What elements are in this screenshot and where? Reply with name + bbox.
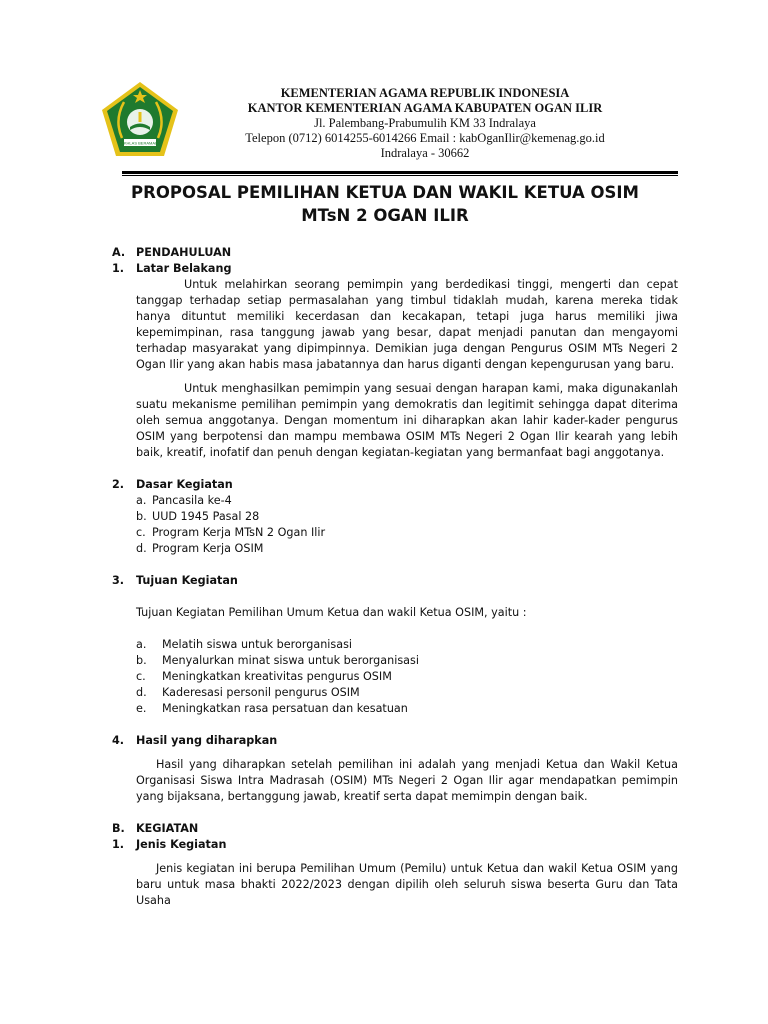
subsection-heading: [112, 261, 678, 277]
list-marker: a.: [136, 494, 147, 507]
subsection-heading: [112, 477, 678, 493]
list-marker: d.: [136, 686, 147, 699]
paragraph: Untuk melahirkan seorang pemimpin yang berdedikasi tinggi, mengerti dan cepat tanggap terhadap setiap permasalahan yang timbul tidaklah mudah, karena mereka tidak hanya dituntut memiliki kecerdasan dan kecakapan, tetapi juga harus memiliki jiwa kepemimpinan, rasa tanggung jawab yang besar, dapat menjadi panutan dan mengayomi terhadap masyarakat yang dipimpinnya. Demikian juga dengan Pengurus OSIM MTs Negeri 2 Ogan Ilir yang akan habis masa jabatannya dan harus diganti dengan kepengurusan yang baru.: [136, 278, 678, 371]
list-text: Program Kerja MTsN 2 Ogan Ilir: [152, 526, 326, 539]
section-number: A.: [112, 246, 126, 259]
list-text: Melatih siswa untuk berorganisasi: [162, 638, 353, 651]
subsection-title: Hasil yang diharapkan: [136, 734, 278, 747]
paragraph: Hasil yang diharapkan setelah pemilihan ini adalah yang menjadi Ketua dan Wakil Ketua Organisasi Siswa Intra Madrasah (OSIM) MTs Negeri 2 Ogan Ilir agar mendapatkan pemimpin yang bijaksana, bertanggung jawab, kreatif serta dapat memimpin dengan baik.: [136, 758, 678, 803]
document-body: [112, 245, 678, 909]
list-item: [136, 685, 678, 701]
kemenag-logo: [100, 80, 180, 160]
list-marker: b.: [136, 510, 147, 523]
list-text: Menyalurkan minat siswa untuk berorganisasi: [162, 654, 419, 667]
list-item: [136, 701, 678, 717]
subsection-number: 3.: [112, 574, 125, 587]
letterhead: [190, 86, 660, 161]
subsection-title: Dasar Kegiatan: [136, 478, 233, 491]
list-marker: e.: [136, 702, 147, 715]
subsection-heading: [112, 573, 678, 589]
letterhead-contact: Telepon (0712) 6014255-6014266 Email : kabOganIlir@kemenag.go.id: [245, 131, 605, 145]
subsection-number: 2.: [112, 478, 125, 491]
title-line-1: PROPOSAL PEMILIHAN KETUA DAN WAKIL KETUA OSIM: [131, 183, 639, 202]
list-text: Meningkatkan kreativitas pengurus OSIM: [162, 670, 392, 683]
title-line-2: MTsN 2 OGAN ILIR: [301, 206, 469, 225]
list-text: Program Kerja OSIM: [152, 542, 264, 555]
list-item: [136, 669, 678, 685]
list-item: [136, 493, 678, 509]
letterhead-office: KANTOR KEMENTERIAN AGAMA KABUPATEN OGAN ILIR: [247, 101, 603, 115]
list-text: UUD 1945 Pasal 28: [152, 510, 260, 523]
subsection-number: 1.: [112, 262, 125, 275]
list-text: Pancasila ke-4: [152, 494, 232, 507]
subsection-heading: [112, 837, 678, 853]
subsection-title: Latar Belakang: [136, 262, 232, 275]
list-item: [136, 525, 678, 541]
document-title: [110, 181, 660, 227]
list-marker: b.: [136, 654, 147, 667]
section-heading: [112, 821, 678, 837]
paragraph: Tujuan Kegiatan Pemilihan Umum Ketua dan wakil Ketua OSIM, yaitu :: [136, 606, 527, 619]
section-title: PENDAHULUAN: [136, 246, 232, 259]
list-text: Kaderesasi personil pengurus OSIM: [162, 686, 360, 699]
list-text: Meningkatkan rasa persatuan dan kesatuan: [162, 702, 408, 715]
section-title: KEGIATAN: [136, 822, 199, 835]
section-heading: [112, 245, 678, 261]
letterhead-ministry: KEMENTERIAN AGAMA REPUBLIK INDONESIA: [280, 86, 570, 100]
letterhead-rule-thin: [122, 175, 678, 176]
paragraph: Untuk menghasilkan pemimpin yang sesuai dengan harapan kami, maka digunakanlah suatu mekanisme pemilihan pemimpin yang demokratis dan legitimit sehingga dapat diterima oleh semua anggotanya. Dengan momentum ini diharapkan akan lahir kader-kader pengurus OSIM yang berpotensi dan mampu membawa OSIM MTs Negeri 2 Ogan Ilir kearah yang lebih baik, kreatif, inofatif dan penuh dengan kegiatan-kegiatan yang bermanfaat bagi anggotanya.: [136, 382, 678, 459]
subsection-number: 4.: [112, 734, 125, 747]
paragraph: Jenis kegiatan ini berupa Pemilihan Umum (Pemilu) untuk Ketua dan wakil Ketua OSIM yang baru untuk masa bhakti 2022/2023 dengan dipilih oleh seluruh siswa beserta Guru dan Tata Usaha: [136, 862, 678, 907]
subsection-number: 1.: [112, 838, 125, 851]
subsection-title: Tujuan Kegiatan: [136, 574, 238, 587]
list-marker: a.: [136, 638, 147, 651]
list-item: [136, 653, 678, 669]
letterhead-city: Indralaya - 30662: [380, 146, 470, 160]
subsection-heading: [112, 733, 678, 749]
letterhead-rule-thick: [122, 171, 678, 174]
letterhead-address: Jl. Palembang-Prabumulih KM 33 Indralaya: [314, 116, 536, 130]
list-marker: c.: [136, 526, 146, 539]
list-marker: c.: [136, 670, 146, 683]
list-item: [136, 541, 678, 557]
subsection-title: Jenis Kegiatan: [136, 838, 227, 851]
section-number: B.: [112, 822, 125, 835]
list-marker: d.: [136, 542, 147, 555]
logo-motto: IKHLAS BERAMAL: [122, 140, 158, 146]
list-item: [136, 637, 678, 653]
list-item: [136, 509, 678, 525]
